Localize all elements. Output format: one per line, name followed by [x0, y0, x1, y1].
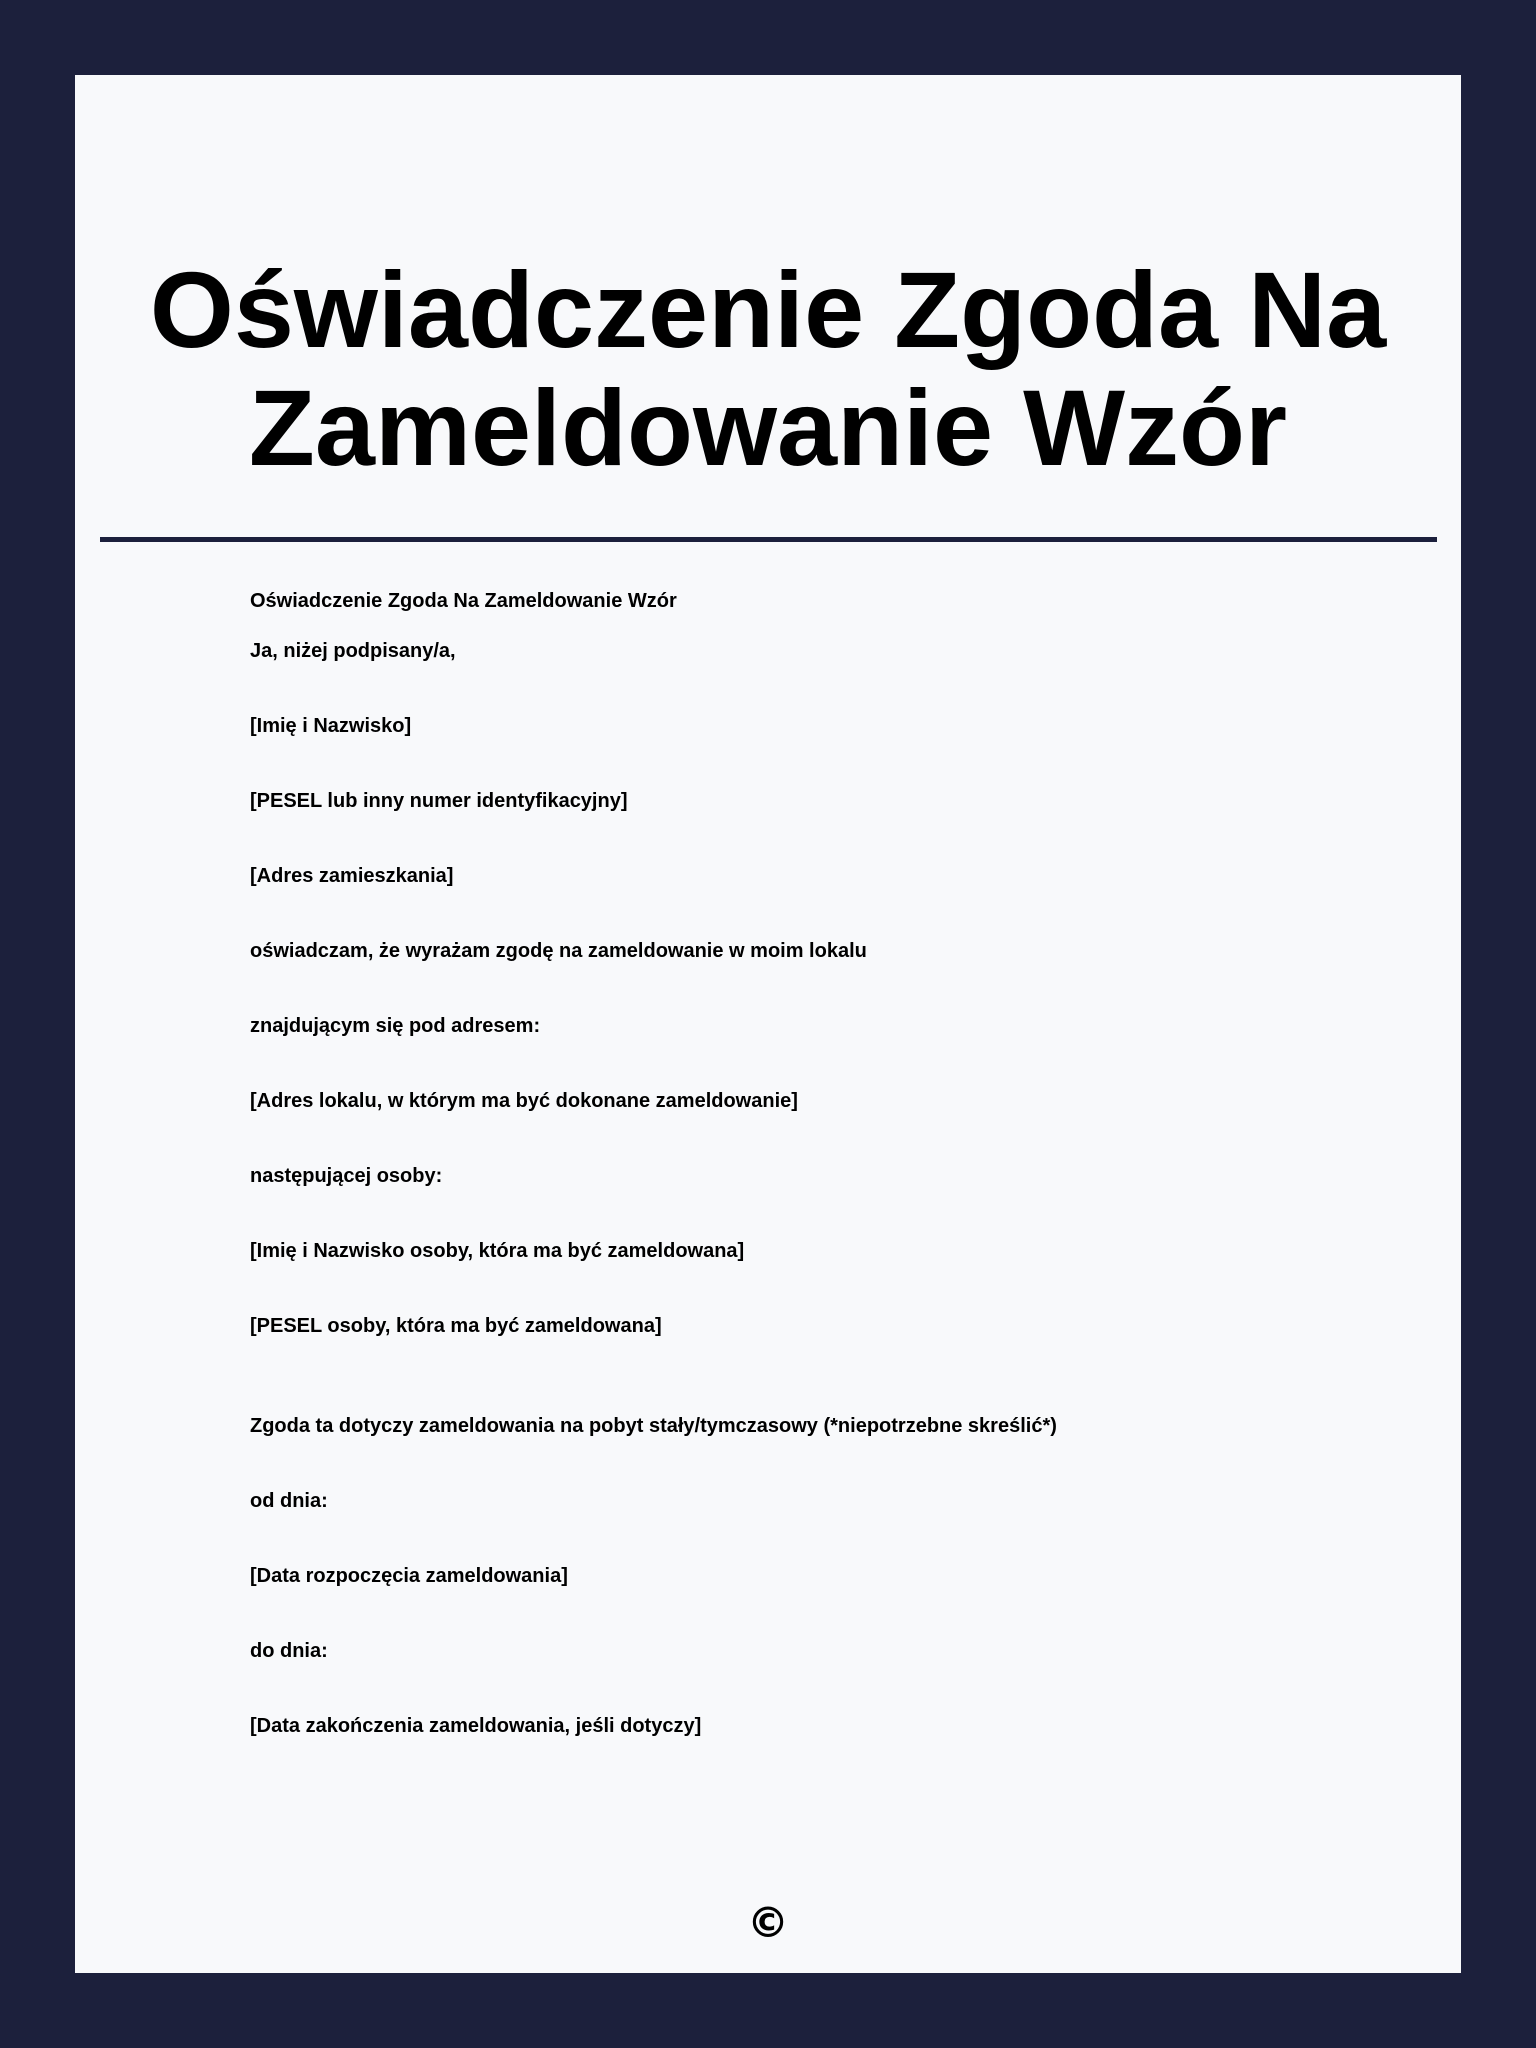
located-at-line: znajdującym się pod adresem: [250, 1015, 541, 1037]
consent-statement: oświadczam, że wyrażam zgodę na zameldowanie w moim lokalu [250, 940, 867, 962]
stay-type-line: Zgoda ta dotyczy zameldowania na pobyt stały/tymczasowy (*niepotrzebne skreślić*) [250, 1415, 1057, 1437]
pesel-placeholder: [PESEL lub inny numer identyfikacyjny] [250, 790, 628, 812]
document-page [75, 75, 1461, 1973]
copyright-icon: © [747, 1898, 789, 1947]
intro-line: Ja, niżej podpisany/a, [250, 640, 456, 662]
document-title: Oświadczenie Zgoda Na Zameldowanie Wzór [149, 249, 1387, 488]
premises-address-placeholder: [Adres lokalu, w którym ma być dokonane zameldowanie] [250, 1090, 798, 1112]
person-name-placeholder: [Imię i Nazwisko osoby, która ma być zameldowana] [250, 1240, 745, 1262]
document-heading: Oświadczenie Zgoda Na Zameldowanie Wzór [250, 590, 677, 612]
full-name-placeholder: [Imię i Nazwisko] [250, 715, 412, 737]
following-person-line: następującej osoby: [250, 1165, 443, 1187]
to-date-label: do dnia: [250, 1640, 328, 1662]
person-pesel-placeholder: [PESEL osoby, która ma być zameldowana] [250, 1315, 662, 1337]
title-divider [100, 537, 1437, 542]
end-date-placeholder: [Data zakończenia zameldowania, jeśli dotyczy] [250, 1715, 702, 1737]
residence-address-placeholder: [Adres zamieszkania] [250, 865, 454, 887]
from-date-label: od dnia: [250, 1490, 328, 1512]
start-date-placeholder: [Data rozpoczęcia zameldowania] [250, 1565, 568, 1587]
